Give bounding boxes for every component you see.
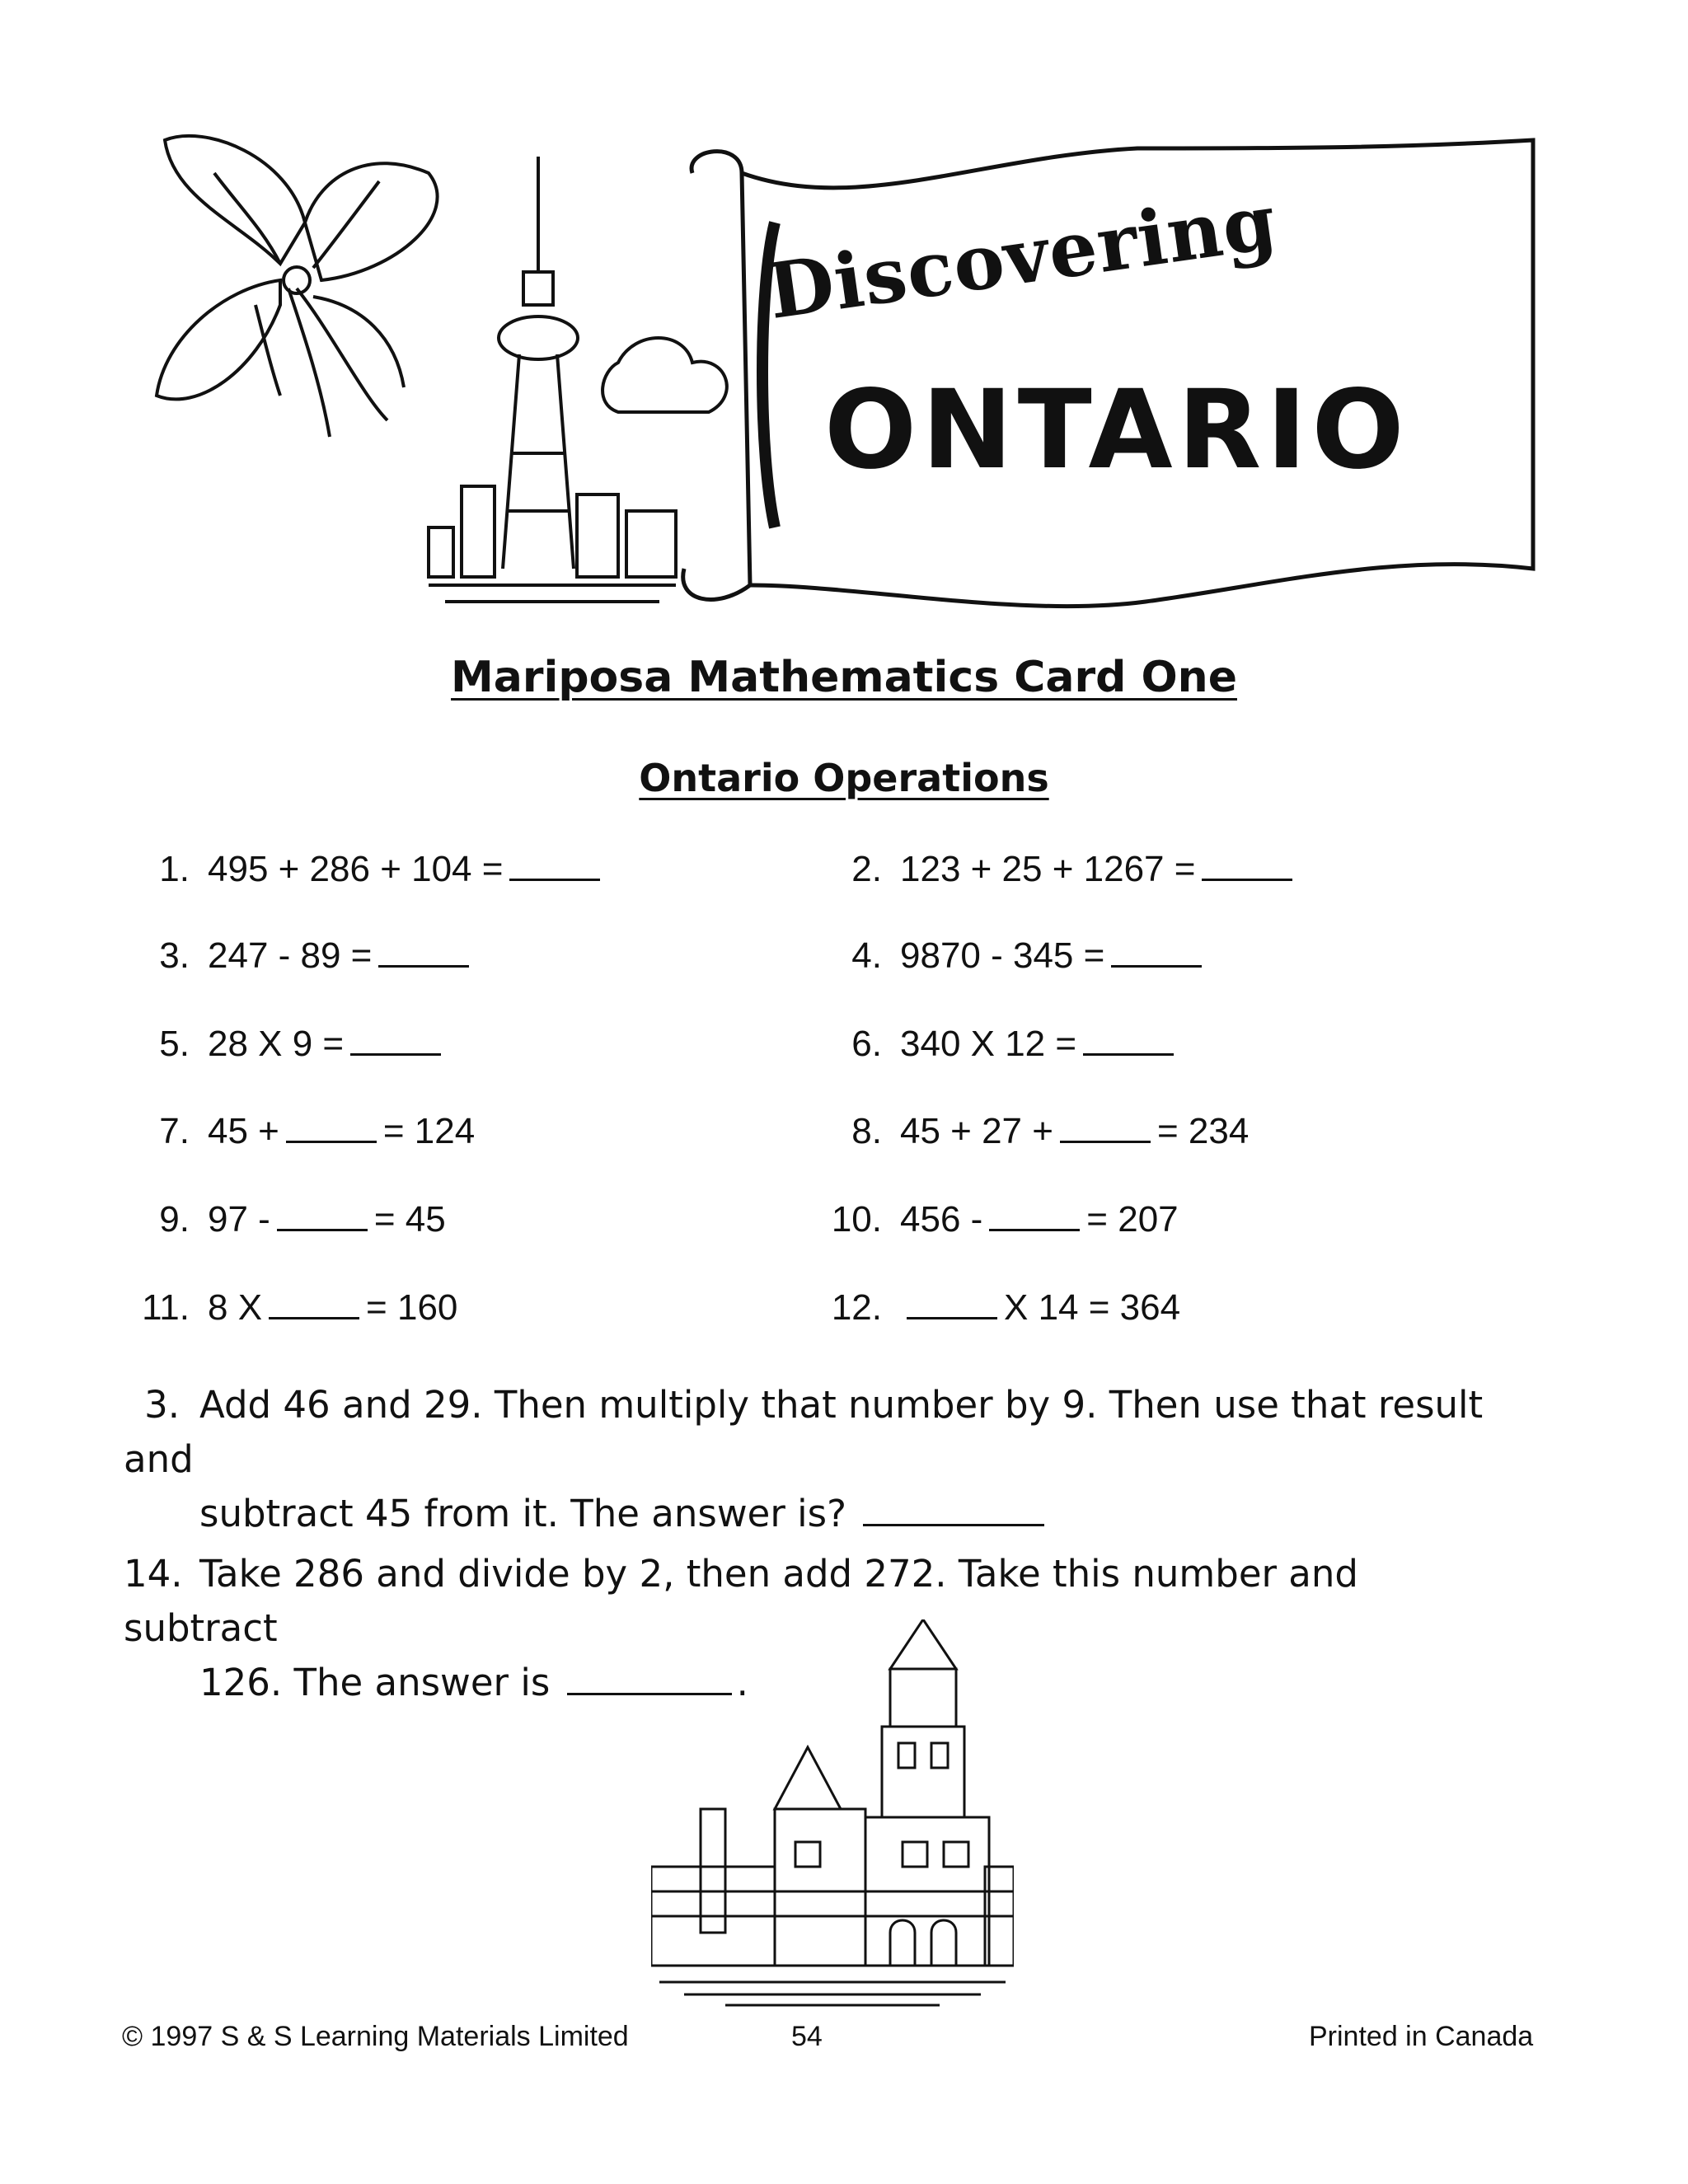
problem-4 [816, 935, 1208, 977]
problem-expression: 9870 - 345 = [900, 935, 1105, 976]
problem-number: 6. [851, 1024, 882, 1064]
problem-number: 1. [159, 849, 190, 889]
answer-blank[interactable] [1111, 964, 1202, 968]
page-subtitle: Ontario Operations [639, 756, 1049, 800]
problem-number: 14. [124, 1552, 183, 1596]
problem-9 [124, 1199, 446, 1240]
answer-blank[interactable] [989, 1228, 1080, 1231]
problem-1 [124, 849, 607, 890]
problem-3 [124, 935, 476, 977]
word-problem-13 [124, 1378, 1484, 1541]
problem-expression: 28 X 9 = [208, 1024, 345, 1064]
answer-blank[interactable] [1083, 1052, 1174, 1056]
answer-blank[interactable] [378, 964, 469, 968]
problem-expression: 45 + 27 + [900, 1111, 1053, 1151]
problem-number: 12. [831, 1287, 882, 1328]
problem-number: 7. [159, 1111, 190, 1151]
problem-expression: 340 X 12 = [900, 1024, 1077, 1064]
footer-copyright: © 1997 S & S Learning Materials Limited [122, 2021, 629, 2052]
answer-blank[interactable] [1202, 878, 1292, 881]
problem-expression: 45 + [208, 1111, 279, 1151]
footer-page-number: 54 [791, 2021, 823, 2052]
problem-result: = 207 [1086, 1199, 1179, 1240]
problem-8 [816, 1111, 1249, 1152]
word-problem-line [124, 1378, 1484, 1487]
problem-result: = 45 [373, 1199, 446, 1240]
answer-blank[interactable] [1060, 1140, 1151, 1143]
problem-number: 10. [831, 1199, 882, 1240]
problem-10 [816, 1199, 1179, 1240]
answer-blank[interactable] [277, 1228, 368, 1231]
problem-number: 11. [142, 1287, 190, 1328]
problem-6 [816, 1024, 1180, 1065]
castle-illustration-icon [651, 1619, 1014, 2007]
problem-12 [816, 1287, 1180, 1329]
problem-expression: 247 - 89 = [208, 935, 373, 976]
word-problem-text: 126. The answer is [199, 1661, 551, 1704]
problem-11 [124, 1287, 457, 1329]
problem-result: = 124 [382, 1111, 476, 1151]
footer-printed: Printed in Canada [1309, 2021, 1534, 2052]
answer-blank[interactable] [509, 878, 600, 881]
answer-blank[interactable] [863, 1523, 1044, 1526]
problem-result: = 160 [366, 1287, 458, 1328]
problem-number: 5. [159, 1024, 190, 1064]
problem-number: 9. [159, 1199, 190, 1240]
problem-7 [124, 1111, 475, 1152]
problem-result: = 234 [1156, 1111, 1250, 1151]
answer-blank[interactable] [286, 1140, 377, 1143]
problem-number: 2. [851, 849, 882, 889]
word-problem-text: subtract 45 from it. The answer is? [199, 1492, 846, 1535]
problem-expression: 456 - [900, 1199, 983, 1240]
word-problem-line [124, 1487, 1484, 1541]
problem-expression: 97 - [208, 1199, 270, 1240]
problem-number: 3. [144, 1383, 180, 1427]
problem-expression: 8 X [208, 1287, 263, 1328]
answer-blank[interactable] [907, 1316, 997, 1319]
page-title: Mariposa Mathematics Card One [451, 653, 1237, 702]
problem-2 [816, 849, 1299, 890]
word-problem-tail: . [736, 1661, 748, 1704]
word-problem-text: Take 286 and divide by 2, then add 272. Take this number and subtract [124, 1552, 1358, 1650]
answer-blank[interactable] [269, 1316, 359, 1319]
word-problem-text: Add 46 and 29. Then multiply that number by 9. Then use that result and [124, 1383, 1484, 1481]
problem-number: 8. [851, 1111, 882, 1151]
problem-expression: 495 + 286 + 104 = [208, 849, 504, 889]
problem-number: 4. [851, 935, 882, 976]
problem-number: 3. [159, 935, 190, 976]
trillium-flower-icon [157, 136, 438, 437]
answer-blank[interactable] [350, 1052, 441, 1056]
banner-script-text: Discovering [762, 176, 1282, 336]
banner-main-text: ONTARIO [824, 367, 1409, 494]
problem-5 [124, 1024, 448, 1065]
cn-tower-skyline-icon [429, 157, 727, 602]
problem-expression: 123 + 25 + 1267 = [900, 849, 1196, 889]
problem-result: X 14 = 364 [1004, 1287, 1181, 1328]
